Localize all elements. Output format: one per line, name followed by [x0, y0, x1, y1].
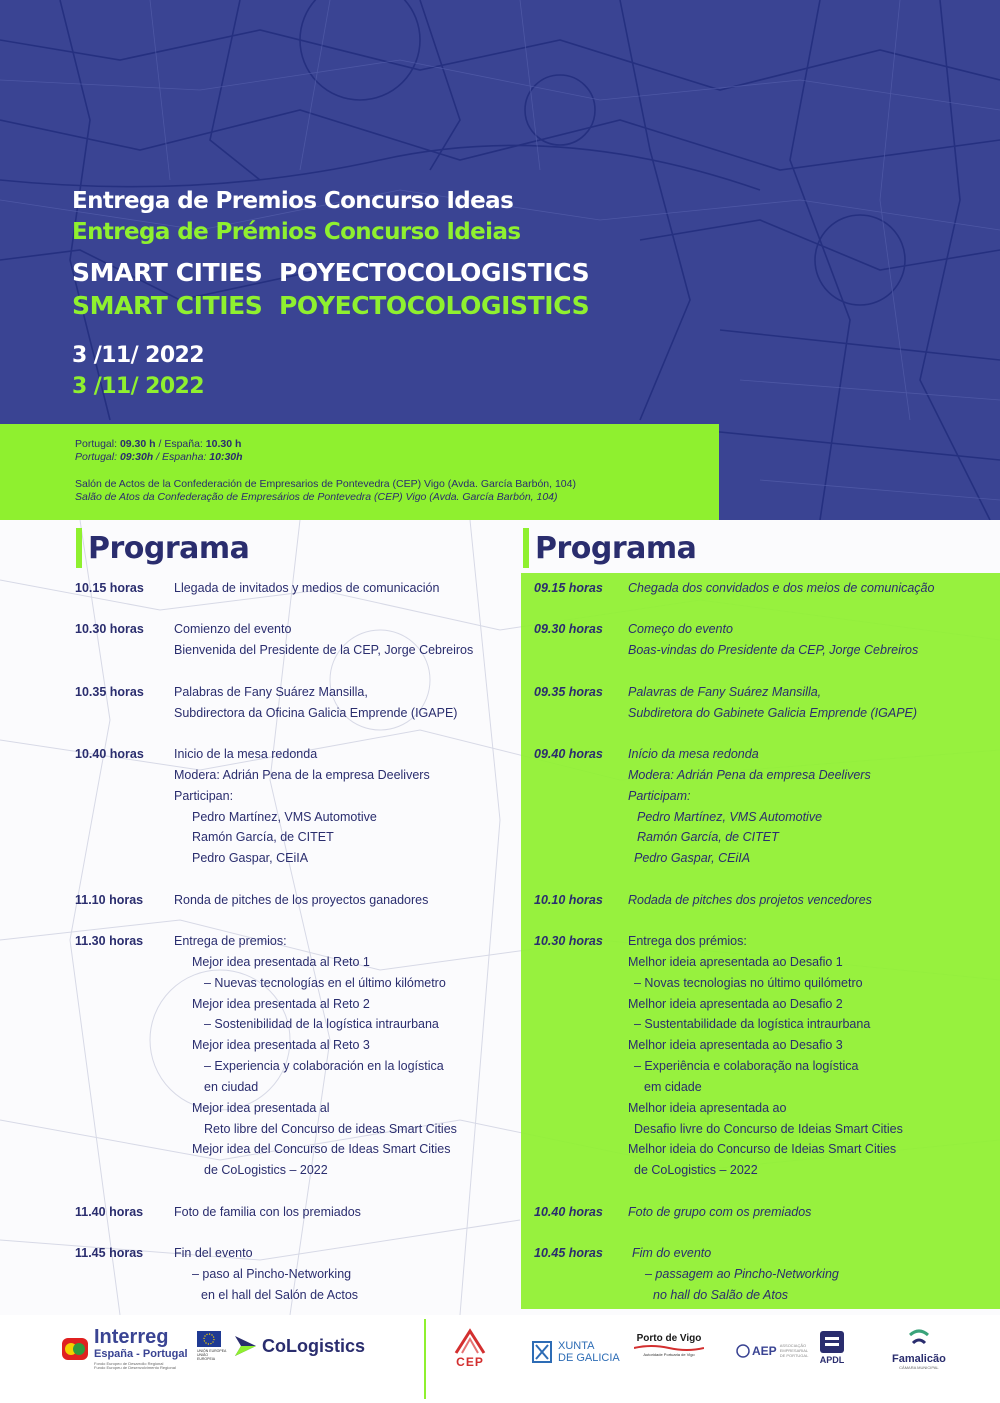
programa-heading-es-block [76, 528, 249, 568]
label-espana: / España: [155, 438, 206, 450]
label-espanha: / Espanha: [153, 451, 210, 463]
apdl-logo [818, 1329, 846, 1365]
item-line: Subdirectora da Oficina Galicia Emprende (IGAPE) [174, 706, 458, 720]
subtitle-pt: SMART CITIES POYECTOCOLOGISTICS [72, 291, 590, 320]
date-pt: 3 /11/ 2022 [72, 374, 204, 399]
apdl-name: APDL [819, 1355, 845, 1365]
porto-vigo-wave-icon [634, 1344, 704, 1352]
item-time: 10.40 horas [75, 747, 144, 761]
item-line: Foto de familia con los premiados [174, 1205, 361, 1219]
interreg-fine-1: Fondo Europeo de Desarrollo Regional [94, 1361, 164, 1366]
venue-es: Salón de Actos de la Confederación de Empresarios de Pontevedra (CEP) Vigo (Avda. García Barbón, 104) [75, 478, 576, 490]
aep-name: AEP [752, 1343, 777, 1358]
item-line: – paso al Pincho-Networking [192, 1267, 352, 1281]
item-line: en el hall del Salón de Actos [201, 1288, 359, 1302]
item-line: Pedro Martínez, VMS Automotive [637, 810, 823, 824]
famalicao-emblem-icon [906, 1327, 932, 1353]
porto-vigo-sub: Autoridade Portuaria de Vigo [643, 1352, 695, 1357]
item-line: Ramón García, de CITET [637, 830, 779, 844]
item-line: Inicio de la mesa redonda [174, 747, 318, 761]
item-line: de CoLogistics – 2022 [204, 1163, 328, 1177]
eu-label: UNIÓN EUROPEA UNIÃO EUROPEIA [197, 1349, 227, 1361]
item-line: Mejor idea del Concurso de Ideas Smart Cities [192, 1142, 451, 1156]
item-line: Modera: Adrián Pena de la empresa Deelivers [174, 768, 430, 782]
interreg-sub: España - Portugal [94, 1348, 188, 1360]
item-line: Mejor idea presentada al Reto 2 [192, 997, 370, 1011]
date-es: 3 /11/ 2022 [72, 343, 204, 368]
item-line: em cidade [644, 1080, 702, 1094]
item-line: – Novas tecnologias no último quilómetro [634, 976, 863, 990]
item-line: Desafio livre do Concurso de Ideias Smart Cities [634, 1122, 903, 1136]
item-time: 09.30 horas [534, 622, 603, 636]
item-time: 10.30 horas [534, 934, 603, 948]
xunta-emblem-icon [532, 1341, 552, 1363]
porto-vigo-logo [634, 1333, 704, 1357]
cologistics-arrow-icon [234, 1335, 258, 1357]
item-line: Palavras de Fany Suárez Mansilla, [628, 685, 822, 699]
famalicao-name: Famalicão [892, 1353, 946, 1365]
item-line: Melhor ideia apresentada ao [628, 1101, 787, 1115]
cep-logo [452, 1327, 488, 1369]
famalicao-logo [892, 1327, 946, 1370]
item-line: no hall do Salão de Atos [653, 1288, 789, 1302]
venue-pt: Salão de Atos da Confederação de Empresários de Pontevedra (CEP) Vigo (Avda. García Barbón, 104) [75, 491, 558, 503]
schedule-line-es [75, 438, 719, 451]
item-line: en ciudad [204, 1080, 259, 1094]
apdl-emblem-icon [818, 1329, 846, 1355]
item-line: Pedro Gaspar, CEiIA [634, 851, 751, 865]
item-time: 09.15 horas [534, 581, 603, 595]
item-line: Fim do evento [632, 1246, 712, 1260]
item-line: Mejor idea presentada al Reto 1 [192, 955, 370, 969]
item-time: 10.45 horas [534, 1246, 603, 1260]
item-line: Reto libre del Concurso de ideas Smart Cities [204, 1122, 457, 1136]
interreg-name: Interreg [94, 1326, 169, 1348]
aep-logo [736, 1343, 810, 1358]
item-time: 11.10 horas [75, 893, 144, 907]
item-line: Rodada de pitches dos projetos vencedores [628, 893, 872, 907]
item-line: Pedro Gaspar, CEiIA [192, 851, 309, 865]
item-line: – Sustentabilidade da logística intraurbana [634, 1017, 871, 1031]
time-espana: 10.30 h [205, 438, 242, 450]
subtitle-es: SMART CITIES POYECTOCOLOGISTICS [72, 258, 590, 287]
heading-accent-bar [76, 528, 82, 568]
programa-heading-pt-block [523, 528, 696, 568]
programa-heading-pt: Programa [535, 530, 697, 566]
item-line: Melhor ideia apresentada ao Desafio 3 [628, 1038, 843, 1052]
item-line: Ronda de pitches de los proyectos ganadores [174, 893, 429, 907]
item-line: de CoLogistics – 2022 [634, 1163, 758, 1177]
porto-vigo-name: Porto de Vigo [636, 1333, 702, 1344]
item-line: – Experiência e colaboração na logística [634, 1059, 859, 1073]
cep-emblem-icon [452, 1327, 488, 1355]
time-portugal: 09.30 h [119, 438, 156, 450]
item-time: 11.45 horas [75, 1246, 144, 1260]
label-portugal-pt: Portugal: [75, 451, 120, 463]
item-line: Boas-vindas do Presidente da CEP, Jorge Cebreiros [628, 643, 919, 657]
famalicao-sub: CÂMARA MUNICIPAL [899, 1365, 939, 1370]
item-time: 09.40 horas [534, 747, 603, 761]
item-line: – Nuevas tecnologías en el último kilómetro [204, 976, 446, 990]
item-line: Entrega de premios: [174, 934, 287, 948]
eu-flag-logo [197, 1331, 227, 1361]
item-line: Ramón García, de CITET [192, 830, 334, 844]
item-line: Foto de grupo com os premiados [628, 1205, 812, 1219]
item-line: Mejor idea presentada al [192, 1101, 330, 1115]
item-time: 10.35 horas [75, 685, 144, 699]
item-line: – Sostenibilidad de la logística intraurbana [204, 1017, 439, 1031]
label-portugal: Portugal: [75, 438, 120, 450]
interreg-fine-2: Fundo Europeu de Desenvolvimento Regional [94, 1365, 176, 1370]
item-line: Llegada de invitados y medios de comunicación [174, 581, 440, 595]
item-line: Mejor idea presentada al Reto 3 [192, 1038, 370, 1052]
item-time: 10.15 horas [75, 581, 144, 595]
item-line: Bienvenida del Presidente de la CEP, Jorge Cebreiros [174, 643, 474, 657]
interreg-emblem-icon [62, 1338, 88, 1360]
xunta-line-1: XUNTA [558, 1340, 595, 1352]
item-line: Comienzo del evento [174, 622, 292, 636]
item-time: 10.30 horas [75, 622, 144, 636]
cologistics-logo [234, 1335, 365, 1357]
item-line: Fin del evento [174, 1246, 253, 1260]
item-time: 10.10 horas [534, 893, 603, 907]
time-espanha: 10:30h [209, 451, 243, 463]
item-line: Entrega dos prémios: [628, 934, 747, 948]
xunta-logo [532, 1340, 620, 1364]
item-line: Melhor ideia do Concurso de Ideias Smart Cities [628, 1142, 897, 1156]
cep-name: CEP [456, 1355, 484, 1369]
item-line: Subdiretora do Gabinete Galicia Emprende (IGAPE) [628, 706, 918, 720]
item-line: Pedro Martínez, VMS Automotive [192, 810, 377, 824]
sponsor-footer [0, 1315, 1000, 1403]
eu-flag-icon [197, 1331, 221, 1347]
title-es: Entrega de Premios Concurso Ideas [72, 188, 514, 214]
aep-emblem-icon [736, 1344, 750, 1358]
programa-heading-es: Programa [88, 530, 250, 566]
item-time: 11.40 horas [75, 1205, 144, 1219]
xunta-line-2: DE GALICIA [558, 1352, 620, 1364]
schedule-line-pt [75, 451, 719, 464]
item-time: 09.35 horas [534, 685, 603, 699]
item-line: – passagem ao Pincho-Networking [645, 1267, 839, 1281]
footer-divider [424, 1319, 426, 1399]
aep-sub: ASSOCIAÇÃO EMPRESARIAL DE PORTUGAL [779, 1343, 809, 1358]
item-line: Palabras de Fany Suárez Mansilla, [174, 685, 368, 699]
heading-accent-bar [523, 528, 529, 568]
item-time: 11.30 horas [75, 934, 144, 948]
interreg-logo [62, 1327, 188, 1370]
item-line: Começo do evento [628, 622, 733, 636]
item-line: Melhor ideia apresentada ao Desafio 2 [628, 997, 843, 1011]
item-line: Início da mesa redonda [628, 747, 759, 761]
cologistics-name: CoLogistics [262, 1335, 366, 1356]
item-line: Participan: [174, 789, 234, 803]
title-pt: Entrega de Prémios Concurso Ideias [72, 219, 521, 245]
item-line: – Experiencia y colaboración en la logística [204, 1059, 444, 1073]
item-time: 10.40 horas [534, 1205, 603, 1219]
item-line: Melhor ideia apresentada ao Desafio 1 [628, 955, 843, 969]
item-line: Chegada dos convidados e dos meios de comunicação [628, 581, 935, 595]
item-line: Modera: Adrián Pena da empresa Deelivers [628, 768, 871, 782]
event-info-bar [0, 424, 719, 520]
time-portugal-pt: 09:30h [119, 451, 154, 463]
title-block [72, 186, 589, 402]
item-line: Participam: [628, 789, 691, 803]
